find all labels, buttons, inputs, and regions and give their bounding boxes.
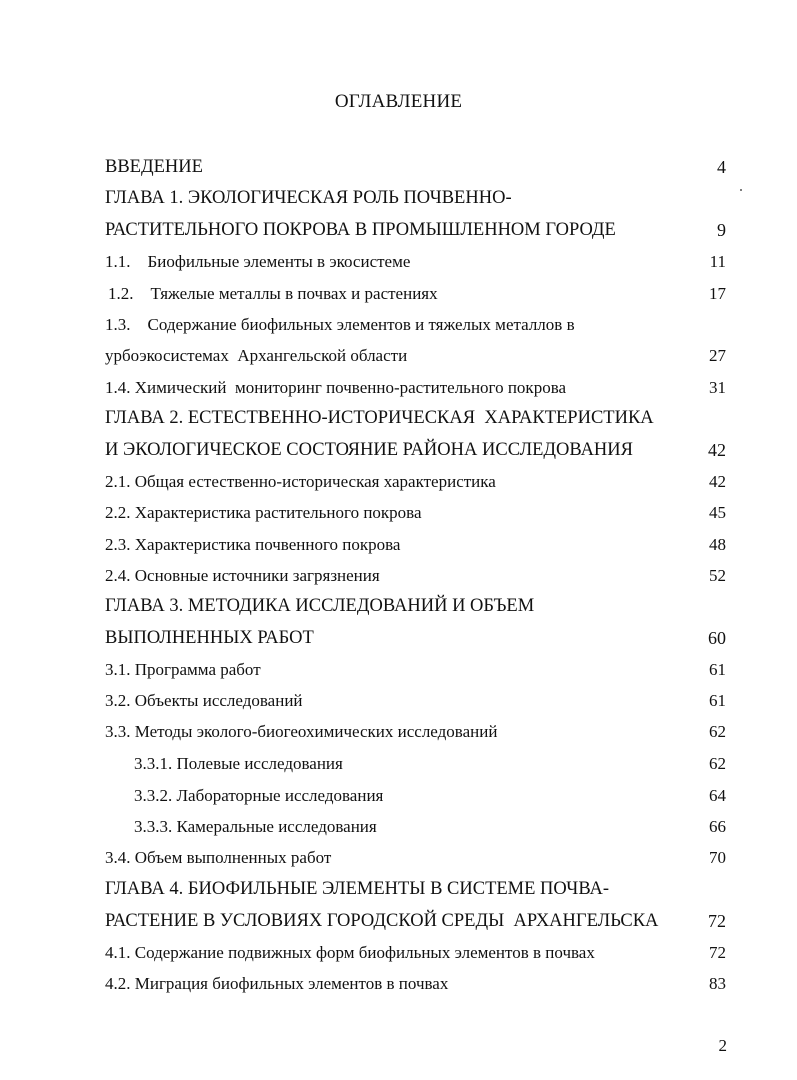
toc-entry-chapter-3-line-1: ГЛАВА 3. МЕТОДИКА ИССЛЕДОВАНИЙ И ОБЪЕМ: [105, 596, 535, 616]
toc-page-number: 66: [709, 817, 726, 836]
toc-page-number: 27: [709, 346, 726, 365]
toc-entry-chapter-1-line-2: РАСТИТЕЛЬНОГО ПОКРОВА В ПРОМЫШЛЕННОМ ГОРОДЕ: [105, 220, 616, 240]
toc-entry-4-1: 4.1. Содержание подвижных форм биофильных элементов в почвах: [105, 943, 595, 962]
toc-page-number: 61: [709, 691, 726, 710]
toc-page-number: 11: [709, 252, 726, 271]
toc-entry-1-3-line-2: урбоэкосистемах Архангельской области: [105, 346, 408, 365]
toc-page-number: 83: [709, 974, 726, 993]
toc-entry-2-1: 2.1. Общая естественно-историческая характеристика: [105, 472, 496, 491]
toc-page-number: 52: [709, 566, 726, 585]
toc-entry-3-3-2: 3.3.2. Лабораторные исследования: [134, 786, 384, 805]
toc-entry-3-1: 3.1. Программа работ: [105, 660, 261, 679]
toc-entry-chapter-2-line-1: ГЛАВА 2. ЕСТЕСТВЕННО-ИСТОРИЧЕСКАЯ ХАРАКТЕРИСТИКА: [105, 408, 654, 428]
toc-entry-1-4: 1.4. Химический мониторинг почвенно-растительного покрова: [105, 378, 567, 397]
toc-entry-4-2: 4.2. Миграция биофильных элементов в почвах: [105, 974, 449, 993]
scan-speck: [740, 189, 742, 191]
toc-entry-3-3-3: 3.3.3. Камеральные исследования: [134, 817, 377, 836]
toc-page-number: 70: [709, 848, 726, 867]
toc-page-number: 64: [709, 786, 726, 805]
toc-page-number: 48: [709, 535, 726, 554]
toc-entry-3-3-1: 3.3.1. Полевые исследования: [134, 754, 343, 773]
toc-entry-2-3: 2.3. Характеристика почвенного покрова: [105, 535, 401, 554]
toc-page-number: 42: [709, 472, 726, 491]
toc-entry-1-3-line-1: 1.3. Содержание биофильных элементов и тяжелых металлов в: [105, 315, 575, 334]
toc-entry-chapter-4-line-2: РАСТЕНИЕ В УСЛОВИЯХ ГОРОДСКОЙ СРЕДЫ АРХАНГЕЛЬСКА: [105, 911, 659, 931]
toc-page-number: 9: [717, 220, 726, 240]
page-number: 2: [718, 1036, 727, 1055]
toc-entry-3-3: 3.3. Методы эколого-биогеохимических исследований: [105, 722, 498, 741]
toc-entry-chapter-4-line-1: ГЛАВА 4. БИОФИЛЬНЫЕ ЭЛЕМЕНТЫ В СИСТЕМЕ ПОЧВА-: [105, 879, 610, 899]
toc-page-number: 45: [709, 503, 726, 522]
toc-page-number: 17: [709, 284, 726, 303]
toc-entry-1-2: 1.2. Тяжелые металлы в почвах и растениях: [108, 284, 438, 303]
toc-entry-1-1: 1.1. Биофильные элементы в экосистеме: [105, 252, 411, 271]
page-title: ОГЛАВЛЕНИЕ: [334, 91, 463, 112]
toc-entry-introduction: ВВЕДЕНИЕ: [105, 157, 203, 177]
toc-page-number: 62: [709, 722, 726, 741]
toc-page-number: 61: [709, 660, 726, 679]
toc-entry-2-2: 2.2. Характеристика растительного покрова: [105, 503, 422, 522]
toc-page-number: 42: [708, 440, 726, 460]
toc-entry-chapter-2-line-2: И ЭКОЛОГИЧЕСКОЕ СОСТОЯНИЕ РАЙОНА ИССЛЕДОВАНИЯ: [105, 440, 633, 460]
toc-entry-chapter-3-line-2: ВЫПОЛНЕННЫХ РАБОТ: [105, 628, 314, 648]
toc-entry-2-4: 2.4. Основные источники загрязнения: [105, 566, 380, 585]
toc-page-number: 31: [709, 378, 726, 397]
toc-page-number: 62: [709, 754, 726, 773]
toc-page-number: 4: [717, 157, 726, 177]
toc-page-number: 60: [708, 628, 726, 648]
toc-entry-chapter-1-line-1: ГЛАВА 1. ЭКОЛОГИЧЕСКАЯ РОЛЬ ПОЧВЕННО-: [105, 188, 512, 208]
toc-page-number: 72: [709, 943, 726, 962]
toc-entry-3-4: 3.4. Объем выполненных работ: [105, 848, 332, 867]
toc-page-number: 72: [708, 911, 726, 931]
toc-entry-3-2: 3.2. Объекты исследований: [105, 691, 303, 710]
